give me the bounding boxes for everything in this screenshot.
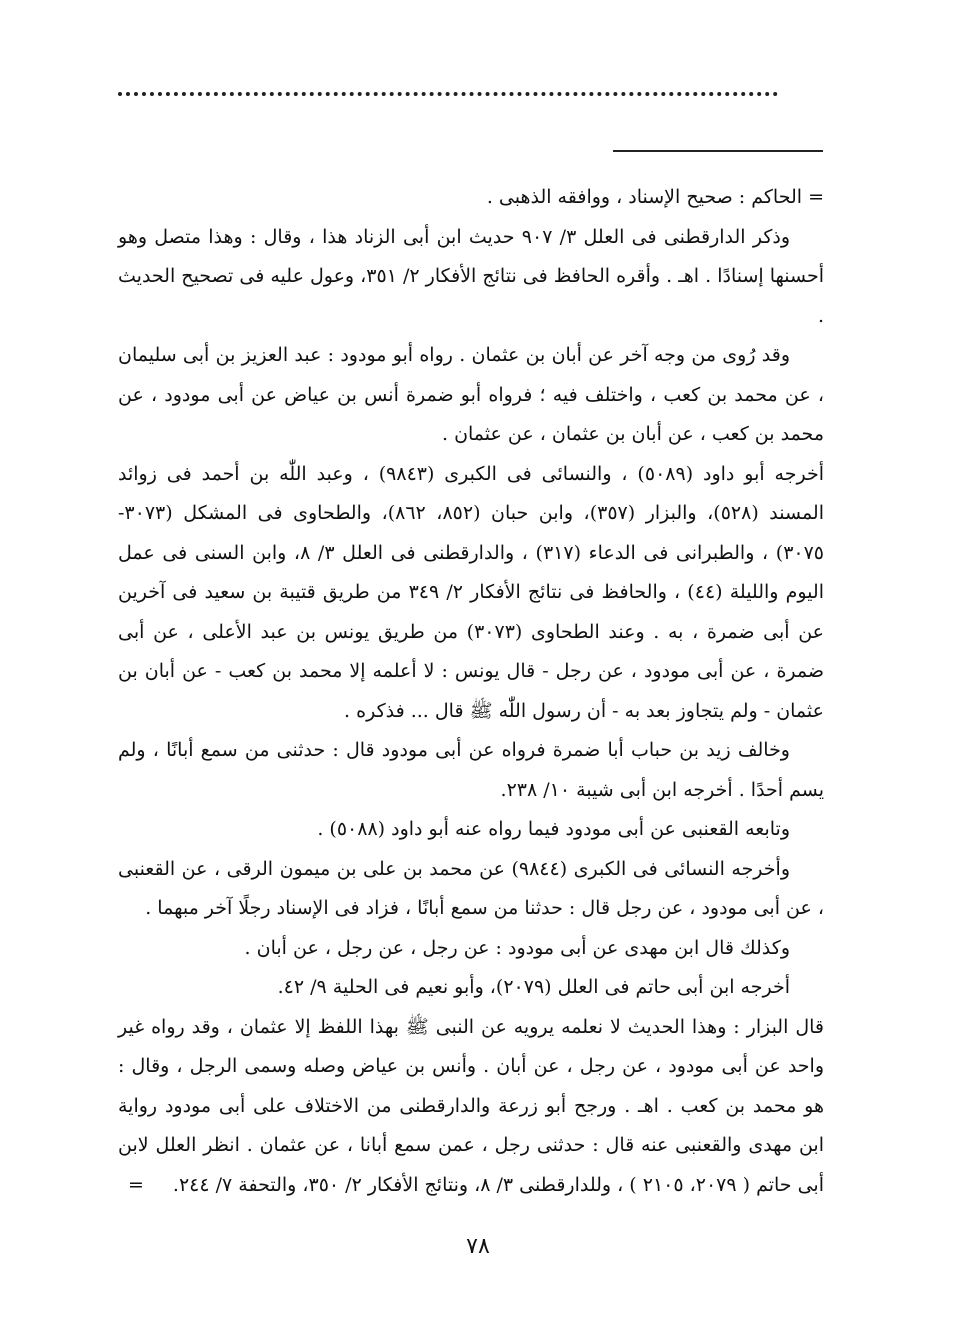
paragraph-2: وذكر الدارقطنى فى العلل ٣/ ٩٠٧ حديث ابن أبى الزناد هذا ، وقال : وهذا متصل وهو أحسنها إسنادًا . اهـ . وأقره الحافظ فى نتائج الأفكار ٢/ ٣٥١، وعول عليه فى تصحيح الحديث . bbox=[118, 225, 824, 327]
footnote-text bbox=[118, 178, 824, 1205]
footnote-rule bbox=[613, 150, 823, 152]
paragraph-8: وكذلك قال ابن مهدى عن أبى مودود : عن رجل ، عن رجل ، عن أبان . bbox=[244, 936, 790, 959]
paragraph-10 bbox=[118, 1008, 824, 1206]
paragraph-7: وأخرجه النسائى فى الكبرى (٩٨٤٤) عن محمد بن على بن ميمون الرقى ، عن القعنبى ، عن أبى مودود ، عن رجل قال : حدثنا من سمع أبانًا ، فزاد فى الإسناد رجلًا آخر مبهما . bbox=[118, 857, 824, 919]
page-number: ٧٨ bbox=[466, 1234, 490, 1259]
paragraph-1: = الحاكم : صحيح الإسناد ، ووافقه الذهبى . bbox=[486, 186, 824, 208]
paragraph-10-text: قال البزار : وهذا الحديث لا نعلمه يرويه عن النبى ﷺ بهذا اللفظ إلا عثمان ، وقد رواه غير واحد عن أبى مودود ، عن رجل ، عن أبان . وأنس بن عياض وصله وسمى الرجل ، وقال : هو محمد بن كعب . اهـ . ورجح أبو زرعة والدارقطنى من الاختلاف على أبى مودود رواية ابن مهدى والقعنبى عنه قال : حدثنى رجل ، عمن سمع أبانا ، عن عثمان . انظر العلل لابن أبى حاتم ( ٢٠٧٩، ٢١٠٥ ) ، وللدارقطنى ٣/ ٨، ونتائج الأفكار ٢/ ٣٥٠، والتحفة ٧/ ٢٤٤. bbox=[118, 1015, 824, 1196]
paragraph-5: وخالف زيد بن حباب أبا ضمرة فرواه عن أبى مودود قال : حدثنى من سمع أبانًا ، ولم يسم أحدًا . أخرجه ابن أبى شيبة ١٠/ ٢٣٨. bbox=[118, 739, 824, 801]
paragraph-9: أخرجه ابن أبى حاتم فى العلل (٢٠٧٩)، وأبو نعيم فى الحلية ٩/ ٤٢. bbox=[277, 976, 790, 998]
paragraph-3: وقد رُوى من وجه آخر عن أبان بن عثمان . رواه أبو مودود : عبد العزيز بن أبى سليمان ، عن محمد بن كعب ، واختلف فيه ؛ فرواه أبو ضمرة أنس بن عياض عن أبى مودود ، عن محمد بن كعب ، عن أبان بن عثمان ، عن عثمان . bbox=[118, 344, 824, 445]
paragraph-4: أخرجه أبو داود (٥٠٨٩) ، والنسائى فى الكبرى (٩٨٤٣) ، وعبد اللّٰه بن أحمد فى زوائد المسند (٥٢٨)، والبزار (٣٥٧)، وابن حبان (٨٥٢، ٨٦٢)، والطحاوى فى المشكل (٣٠٧٣- ٣٠٧٥) ، والطبرانى فى الدعاء (٣١٧) ، والدارقطنى فى العلل ٣/ ٨، وابن السنى فى عمل اليوم والليلة (٤٤) ، والحافظ فى نتائج الأفكار ٢/ ٣٤٩ من طريق قتيبة بن سعيد فى آخرين عن أبى ضمرة ، به . وعند الطحاوى (٣٠٧٣) من طريق يونس بن عبد الأعلى ، عن أبى ضمرة ، عن أبى مودود ، عن رجل - قال يونس : لا أعلمه إلا محمد بن كعب - عن أبان بن عثمان - ولم يتجاوز بعد به - أن رسول اللّٰه ﷺ قال ... فذكره . bbox=[118, 462, 825, 722]
dotted-separator bbox=[118, 92, 778, 96]
paragraph-6: وتابعه القعنبى عن أبى مودود فيما رواه عنه أبو داود (٥٠٨٨) . bbox=[317, 818, 790, 840]
continuation-mark: = bbox=[128, 1173, 144, 1196]
